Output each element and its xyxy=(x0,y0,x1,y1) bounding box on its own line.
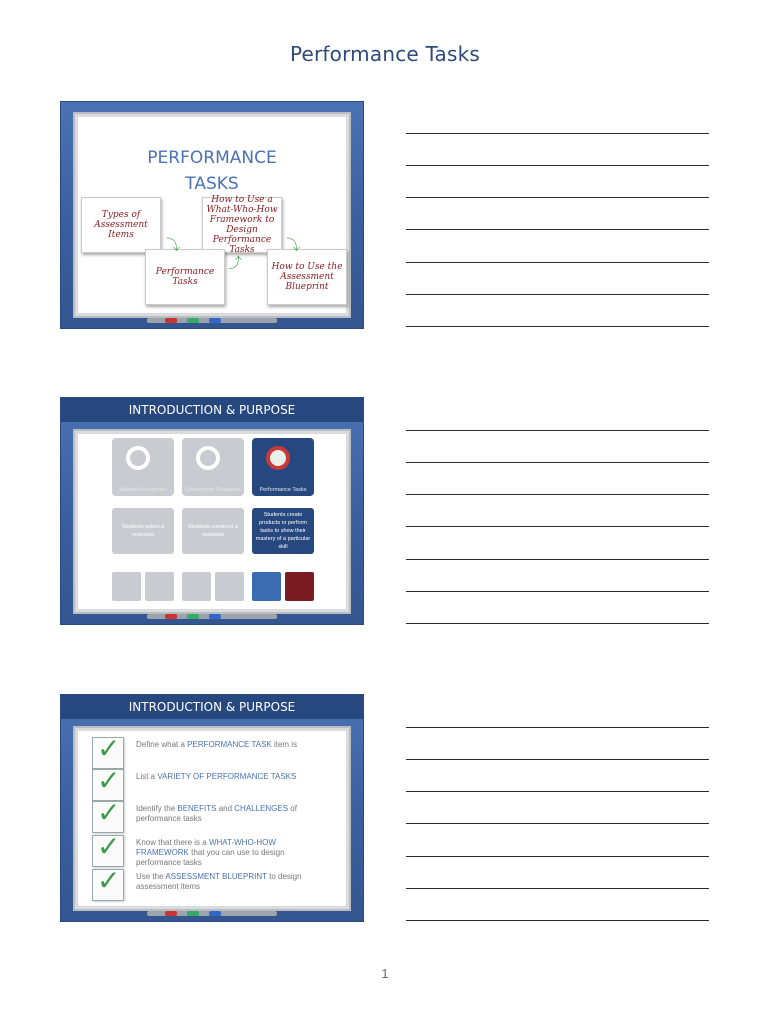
tile-constructed-response xyxy=(182,438,244,496)
mini-thumb xyxy=(285,572,314,601)
tile-label: Performance Tasks xyxy=(259,487,307,493)
whiteboard: ✓ Define what a PERFORMANCE TASK item is ✓ List a VARIETY OF PERFORMANCE TASKS ✓ Identify the BENEFITS and CHALLENGES of performance tasks ✓ Know that there is a WHAT-WHO-HOW FRAMEWORK that you can use to design performance tasks ✓ Use the ASSESSMENT BLUEPRINT to design assessment items xyxy=(78,731,346,906)
slide-3 xyxy=(61,695,363,921)
marker-tray xyxy=(147,318,277,323)
mini-thumb xyxy=(112,572,141,601)
desc-selected: Students select a response xyxy=(112,508,174,554)
magnifier-icon xyxy=(126,446,150,470)
checkmark-icon: ✓ xyxy=(92,801,124,833)
slide-title xyxy=(78,145,346,197)
checkmark-icon: ✓ xyxy=(92,737,124,769)
curved-arrow-icon: ⤴ xyxy=(228,255,242,271)
whiteboard xyxy=(78,117,346,313)
card-types: Types of Assessment Items xyxy=(81,197,161,253)
card-blueprint: How to Use the Assessment Blueprint xyxy=(267,249,347,305)
desc-constructed: Students construct a response xyxy=(182,508,244,554)
page-number: 1 xyxy=(381,966,389,981)
checkmark-icon: ✓ xyxy=(92,769,124,801)
card-framework: How to Use a What-Who-How Framework to Design Performance Tasks xyxy=(202,197,282,253)
slide-2 xyxy=(61,398,363,624)
marker-tray xyxy=(147,614,277,619)
whiteboard-frame xyxy=(73,726,351,911)
mini-thumb xyxy=(215,572,244,601)
whiteboard-frame xyxy=(73,429,351,614)
desc-performance: Students create products or perform tasks to show their mastery of a particular skill xyxy=(252,508,314,554)
tile-selected-response xyxy=(112,438,174,496)
slide-title-line-1: PERFORMANCE xyxy=(147,148,277,168)
mini-thumb xyxy=(182,572,211,601)
slide-header: INTRODUCTION & PURPOSE xyxy=(61,695,363,719)
checkmark-icon: ✓ xyxy=(92,869,124,901)
tile-label: Selected Response xyxy=(119,487,167,493)
curved-arrow-icon: ⤵ xyxy=(286,237,300,253)
page-title: Performance Tasks xyxy=(289,42,481,66)
mini-thumb xyxy=(252,572,281,601)
slide-1 xyxy=(61,102,363,328)
marker-tray xyxy=(147,911,277,916)
magnifier-icon xyxy=(266,446,290,470)
mini-thumb xyxy=(145,572,174,601)
checkmark-icon: ✓ xyxy=(92,835,124,867)
curved-arrow-icon: ⤵ xyxy=(166,237,180,253)
card-performance-tasks: Performance Tasks xyxy=(145,249,225,305)
tile-performance-tasks xyxy=(252,438,314,496)
magnifier-icon xyxy=(196,446,220,470)
whiteboard-frame xyxy=(73,112,351,318)
slide-header: INTRODUCTION & PURPOSE xyxy=(61,398,363,422)
slide-title-line-2: TASKS xyxy=(185,174,239,194)
tile-label: Constructed Response xyxy=(185,487,241,493)
whiteboard xyxy=(78,434,346,609)
